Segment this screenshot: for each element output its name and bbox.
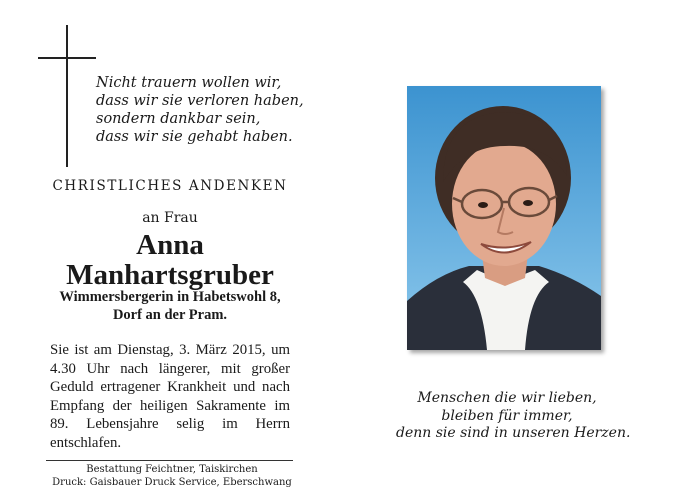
quote-line: Menschen die wir lieben, (417, 390, 597, 406)
quote-line: denn sie sind in unseren Herzen. (396, 425, 631, 441)
cross-icon-horizontal (38, 57, 96, 59)
first-name: Anna (136, 229, 204, 261)
cross-icon-vertical (66, 25, 68, 167)
credits (40, 464, 304, 489)
heading: CHRISTLICHES ANDENKEN (52, 178, 288, 194)
poem-line: dass wir sie gehabt haben. (96, 129, 293, 145)
last-name: Manhartsgruber (66, 259, 274, 291)
divider (46, 460, 293, 461)
memorial-poem (96, 74, 326, 146)
poem-line: Nicht trauern wollen wir, (96, 75, 282, 91)
closing-quote (396, 390, 631, 443)
quote-line: bleiben für immer, (441, 407, 573, 424)
poem-line: dass wir sie verloren haben, (96, 93, 304, 109)
portrait-illustration (407, 86, 601, 350)
credit-line: Bestattung Feichtner, Taiskirchen (86, 464, 258, 475)
portrait-photo (407, 86, 601, 350)
address-line: Wimmersbergerin in Habetswohl 8, (59, 289, 281, 305)
salutation: an Frau (142, 210, 198, 226)
obituary-text: Sie ist am Dienstag, 3. März 2015, um 4.30 Uhr nach längerer, mit großer Geduld ertragener Krankheit und nach Empfang der heiligen Sakramente im 89. Lebensjahre selig im Herrn entschlafen. (50, 342, 290, 451)
poem-line: sondern dankbar sein, (96, 111, 261, 127)
address-line: Dorf an der Pram. (112, 307, 228, 323)
credit-line: Druck: Gaisbauer Druck Service, Eberschwang (52, 476, 292, 488)
